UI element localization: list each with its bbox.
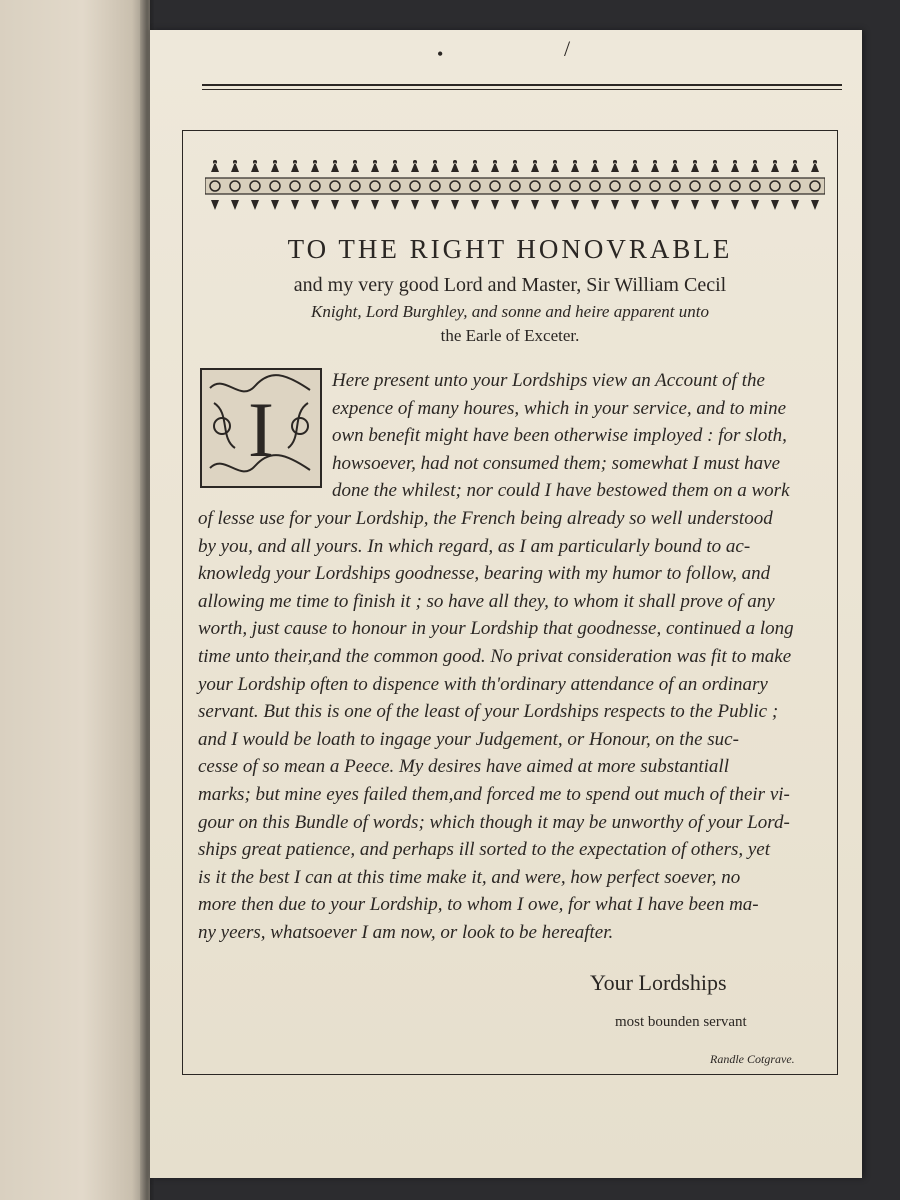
body-line: allowing me time to finish it ; so have all they, to whom it shall prove of any <box>198 590 775 612</box>
body-line: your Lordship often to dispence with th'ordinary attendance of an ordinary <box>198 673 768 695</box>
body-line: Here present unto your Lordships view an Account of the <box>332 370 765 391</box>
address-line-1: and my very good Lord and Master, Sir William Cecil <box>293 274 727 296</box>
fleuron-top <box>631 160 639 172</box>
body-line: gour on this Bundle of words; which though it may be unworthy of your Lord- <box>198 811 790 833</box>
fleuron-top <box>331 160 339 172</box>
body-line: ships great patience, and perhaps ill sorted to the expectation of others, yet <box>198 839 771 861</box>
fleuron-top <box>531 160 539 172</box>
fleuron-top <box>311 160 319 172</box>
fleuron-top <box>391 160 399 172</box>
body-line: worth, just cause to honour in your Lordship that goodnesse, continued a long <box>198 618 794 640</box>
body-line: by you, and all yours. In which regard, as I am particularly bound to ac- <box>198 535 751 557</box>
fleuron-top <box>671 160 679 172</box>
fleuron-bottom <box>371 200 379 210</box>
fleuron-bottom <box>711 200 719 210</box>
fleuron-top <box>811 160 819 172</box>
fleuron-top <box>431 160 439 172</box>
body-line: more then due to your Lordship, to whom I owe, for what I have been ma- <box>198 894 759 916</box>
fleuron-bottom <box>451 200 459 210</box>
body-line: is it the best I can at this time make it, and were, how perfect soever, no <box>198 866 741 888</box>
fleuron-top <box>351 160 359 172</box>
fleuron-bottom <box>771 200 779 210</box>
fleuron-bottom <box>651 200 659 210</box>
fleuron-top <box>511 160 519 172</box>
fleuron-top <box>211 160 219 172</box>
fleuron-bottom <box>511 200 519 210</box>
fleuron-bottom <box>231 200 239 210</box>
top-rule-thin <box>202 89 842 90</box>
fleuron-top <box>611 160 619 172</box>
signoff-line-1: Your Lordships <box>590 970 727 995</box>
fleuron-bottom <box>551 200 559 210</box>
fleuron-bottom <box>751 200 759 210</box>
body-line: knowledg your Lordships goodnesse, bearing with my humor to follow, and <box>198 563 771 585</box>
fleuron-bottom <box>731 200 739 210</box>
fleuron-bottom <box>431 200 439 210</box>
fleuron-top <box>411 160 419 172</box>
body-line: servant. But this is one of the least of your Lordships respects to the Public ; <box>198 701 779 723</box>
body-line: and I would be loath to ingage your Judgement, or Honour, on the suc- <box>198 728 739 750</box>
body-line: marks; but mine eyes failed them,and forced me to spend out much of their vi- <box>198 784 790 805</box>
fleuron-top <box>591 160 599 172</box>
fleuron-top <box>231 160 239 172</box>
fleuron-bottom <box>251 200 259 210</box>
fleuron-top <box>711 160 719 172</box>
fleuron-top <box>291 160 299 172</box>
fleuron-top <box>451 160 459 172</box>
dedication-heading: TO THE RIGHT HONOVRABLE <box>287 234 733 264</box>
top-rule <box>202 84 842 86</box>
fleuron-top <box>751 160 759 172</box>
fleuron-ornament-band <box>205 158 825 214</box>
fleuron-bottom <box>811 200 819 210</box>
facing-page <box>0 0 150 1200</box>
page-dot-mark: • <box>437 44 444 64</box>
fleuron-top <box>491 160 499 172</box>
signature: Randle Cotgrave. <box>710 1052 795 1066</box>
body-line: done the whilest; nor could I have bestowed them on a work <box>332 480 790 502</box>
fleuron-bottom <box>291 200 299 210</box>
body-line: own benefit might have been otherwise imployed : for sloth, <box>332 425 787 447</box>
fleuron-bottom <box>391 200 399 210</box>
fleuron-top <box>651 160 659 172</box>
fleuron-top <box>771 160 779 172</box>
fleuron-bottom <box>631 200 639 210</box>
fleuron-bottom <box>571 200 579 210</box>
fleuron-bottom <box>311 200 319 210</box>
fleuron-top <box>271 160 279 172</box>
pen-mark: / <box>564 36 571 61</box>
fleuron-bottom <box>491 200 499 210</box>
fleuron-bottom <box>351 200 359 210</box>
fleuron-bottom <box>211 200 219 210</box>
fleuron-top <box>471 160 479 172</box>
fleuron-top <box>551 160 559 172</box>
fleuron-top <box>791 160 799 172</box>
fleuron-bottom <box>471 200 479 210</box>
fleuron-bottom <box>531 200 539 210</box>
fleuron-bottom <box>331 200 339 210</box>
initial-letter: I <box>248 386 274 473</box>
fleuron-bottom <box>271 200 279 210</box>
fleuron-bottom <box>611 200 619 210</box>
fleuron-bottom <box>691 200 699 210</box>
fleuron-bottom <box>411 200 419 210</box>
body-line: ny yeers, whatsoever I am now, or look to be hereafter. <box>198 922 614 943</box>
body-line: of lesse use for your Lordship, the French being already so well understood <box>198 508 773 529</box>
fleuron-top <box>251 160 259 172</box>
body-line: cesse of so mean a Peece. My desires have aimed at more substantiall <box>198 756 729 778</box>
signoff-line-2: most bounden servant <box>615 1014 747 1030</box>
fleuron-bottom <box>671 200 679 210</box>
body-line: time unto their,and the common good. No privat consideration was fit to make <box>198 646 792 667</box>
body-line: expence of many houres, which in your service, and to mine <box>332 397 787 419</box>
book-page <box>150 30 862 1178</box>
address-line-3: the Earle of Exceter. <box>440 326 580 345</box>
fleuron-top <box>731 160 739 172</box>
fleuron-top <box>371 160 379 172</box>
fleuron-top <box>571 160 579 172</box>
fleuron-bottom <box>591 200 599 210</box>
fleuron-bottom <box>791 200 799 210</box>
decorated-initial <box>200 368 322 488</box>
address-line-2: Knight, Lord Burghley, and sonne and heire apparent unto <box>311 302 709 321</box>
body-line: howsoever, had not consumed them; somewhat I must have <box>332 452 781 474</box>
fleuron-top <box>691 160 699 172</box>
